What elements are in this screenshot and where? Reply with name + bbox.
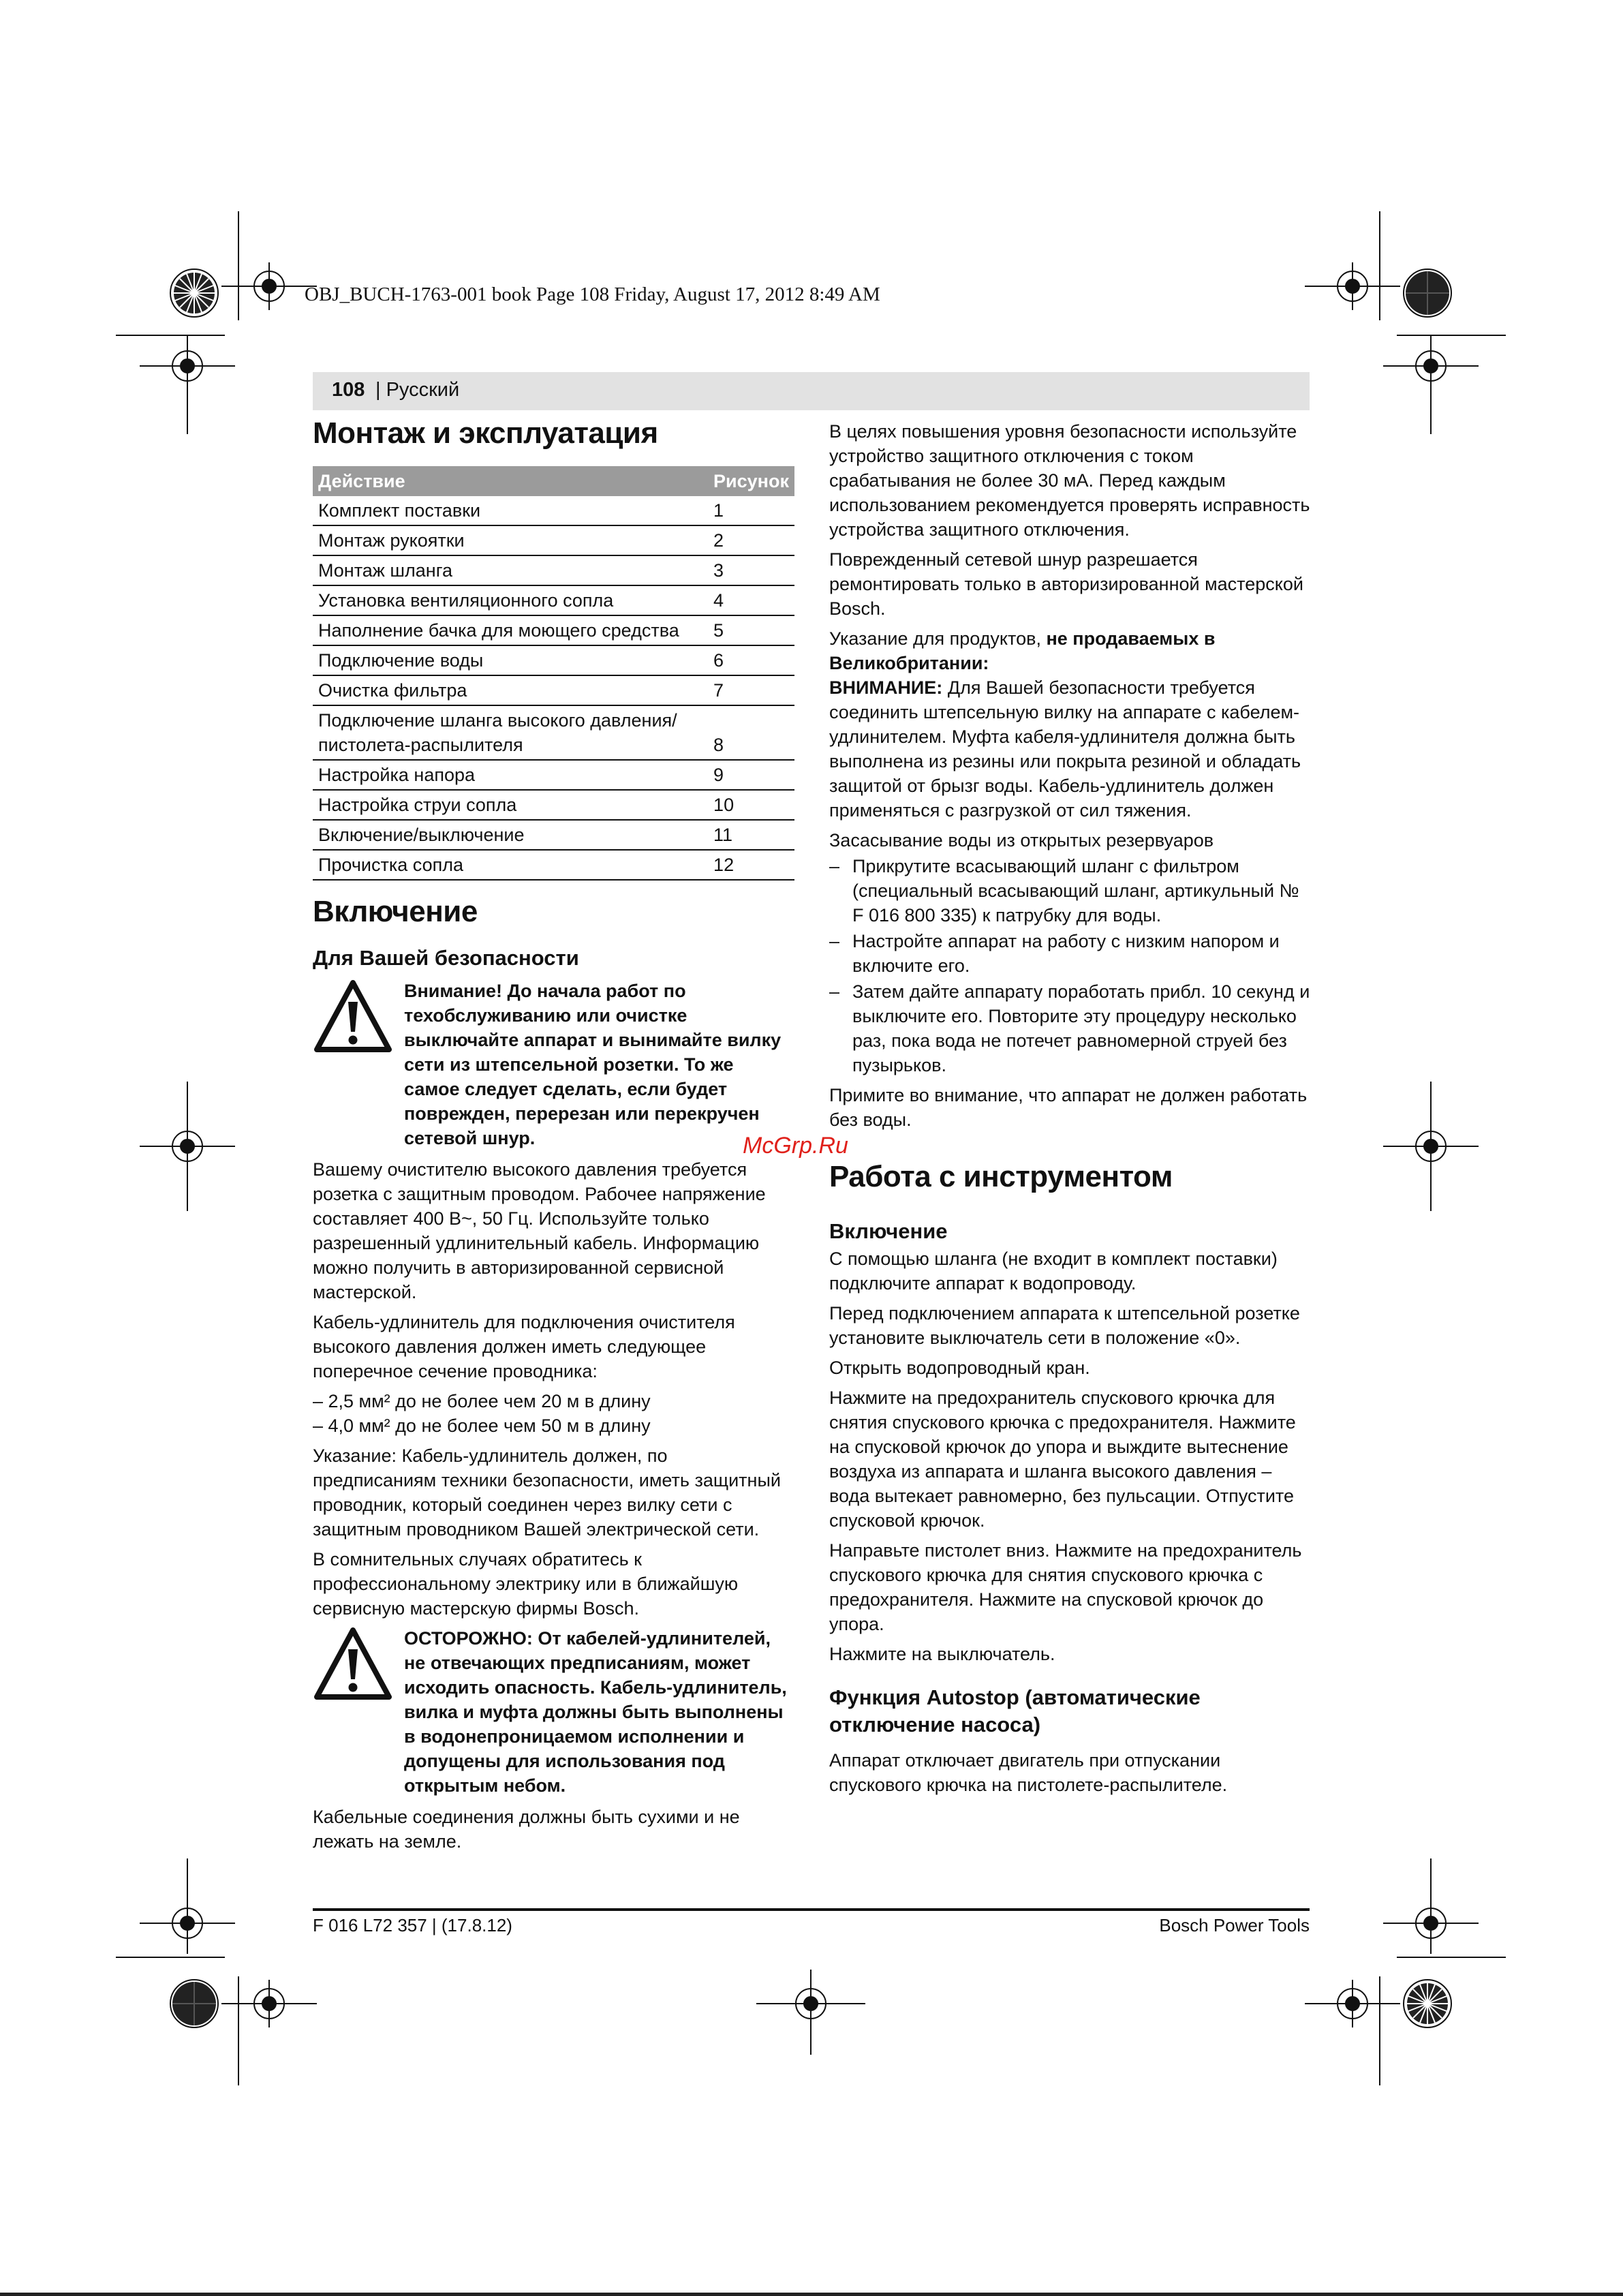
page-bottom-edge: [0, 2293, 1623, 2296]
paragraph: Нажмите на выключатель.: [829, 1644, 1055, 1664]
assembly-table: [313, 466, 794, 881]
cable-spec: – 4,0 мм² до не более чем 50 м в длину: [313, 1415, 651, 1436]
paragraph: С помощью шланга (не входит в комплект поставки) подключите аппарат к водопроводу.: [829, 1249, 1278, 1294]
paragraph: Вашему очистителю высокого давления требуется розетка с защитным проводом. Рабочее напряжение составляет 400 В~, 50 Гц. Используйте только разрешенный удлинительный кабель. Информацию можно получить в авторизированной сервисной мастерской.: [313, 1159, 766, 1302]
table-row: [313, 585, 794, 615]
warning-triangle-icon: [313, 979, 393, 1054]
table-cell: Подключение воды: [313, 645, 708, 675]
crosshair-icon: [1383, 335, 1479, 434]
list-item: – Прикрутите всасывающий шланг с фильтром (специальный всасывающий шланг, артикульный № F 016 800 335) к патрубку для воды.: [829, 854, 1310, 928]
crosshair-icon: [1305, 1980, 1400, 2027]
table-cell: Прочистка сопла: [313, 850, 708, 880]
table-row: [313, 496, 794, 525]
crosshair-icon: [140, 1082, 235, 1211]
table-cell: Настройка напора: [313, 760, 708, 790]
table-cell: Настройка струи сопла: [313, 790, 708, 820]
warning-text: ОСТОРОЖНО: От кабелей-удлинителей, не отвечающих предписаниям, может исходить опасность. Кабель-удлинитель, вилка и муфта должны быть выполнены в водонепроницаемом исполнении и допущены для использования под открытым небом.: [404, 1628, 787, 1796]
right-column: [829, 419, 1310, 1803]
table-row: [313, 555, 794, 585]
table-row: [313, 760, 794, 790]
attention-text: Для Вашей безопасности требуется соединить штепсельную вилку на аппарате с кабелем-удлинителем. Муфта кабеля-удлинителя должна быть выполнена из резины или покрыта резиной и обладать защитой от брызг воды. Кабель-удлинитель должен применяться с разгрузкой от сил тяжения.: [829, 677, 1301, 821]
paragraph: Перед подключением аппарата к штепсельной розетке установите выключатель сети в положение «0».: [829, 1303, 1300, 1348]
footer-rule: [313, 1908, 1310, 1911]
left-column: [313, 416, 790, 1859]
warning-text: Внимание! До начала работ по техобслуживанию или очистке выключайте аппарат и вынимайте вилку сети из штепсельной розетки. То же самое следует сделать, если будет поврежден, перерезан или перекручен сетевой шнур.: [404, 981, 782, 1148]
page-header-bar: [313, 372, 1310, 410]
table-cell: 10: [708, 790, 794, 820]
paragraph: Примите во внимание, что аппарат не должен работать без воды.: [829, 1085, 1308, 1130]
table-cell: Установка вентиляционного сопла: [313, 585, 708, 615]
registration-star-icon: [170, 269, 218, 317]
crosshair-icon: [1383, 1858, 1479, 1954]
crosshair-icon: [1383, 1082, 1479, 1211]
table-cell: Наполнение бачка для моющего средства: [313, 615, 708, 645]
registration-star-icon: [170, 1980, 218, 2027]
table-row: [313, 850, 794, 880]
table-row: [313, 525, 794, 555]
table-row: [313, 675, 794, 705]
instruction-list: [829, 854, 1310, 1077]
table-header-figure: Рисунок: [708, 466, 794, 496]
note-text: Указание для продуктов,: [829, 628, 1047, 649]
paragraph: Кабельные соединения должны быть сухими и не лежать на земле.: [313, 1807, 740, 1852]
attention-label: ВНИМАНИЕ:: [829, 677, 943, 698]
crosshair-icon: [756, 1970, 865, 2055]
table-cell: Подключение шланга высокого давления/ пистолета-распылителя: [313, 705, 708, 760]
crosshair-icon: [221, 1980, 317, 2027]
table-cell: Включение/выключение: [313, 820, 708, 850]
crosshair-icon: [221, 262, 317, 310]
subsection-title-autostop: Функция Autostop (автоматические отключение насоса): [829, 1685, 1201, 1736]
paragraph: Аппарат отключает двигатель при отпускании спускового крючка на пистолете-распылителе.: [829, 1750, 1228, 1795]
crosshair-icon: [140, 335, 235, 434]
table-cell: 7: [708, 675, 794, 705]
language-label: | Русский: [375, 379, 460, 401]
crosshair-icon: [140, 1858, 235, 1954]
footer-doc-code: F 016 L72 357 | (17.8.12): [313, 1915, 512, 1935]
paragraph: Направьте пистолет вниз. Нажмите на предохранитель спускового крючка для снятия спускового крючка с предохранителя. Нажмите на спусковой крючок до упора.: [829, 1540, 1302, 1634]
crosshair-icon: [1305, 262, 1400, 310]
subsection-title-safety: Для Вашей безопасности: [313, 946, 579, 970]
footer-brand: Bosch Power Tools: [1159, 1915, 1310, 1935]
table-header-action: Действие: [313, 466, 708, 496]
paragraph: Нажмите на предохранитель спускового крючка для снятия спускового крючка с предохранителя. Нажмите на спусковой крючок до упора и выждите вытеснение воздуха из аппарата и шланга высокого давления – вода вытекает равномерно, без пульсации. Отпустите спусковой крючок.: [829, 1388, 1296, 1531]
table-cell: 9: [708, 760, 794, 790]
section-title-operation: Работа с инструментом: [829, 1160, 1173, 1193]
table-cell: 3: [708, 555, 794, 585]
paragraph: В целях повышения уровня безопасности используйте устройство защитного отключения с током срабатывания не более 30 мА. Перед каждым использованием рекомендуется проверять исправность устройства защитного отключения.: [829, 421, 1310, 540]
table-row: [313, 615, 794, 645]
paragraph: В сомнительных случаях обратитесь к профессиональному электрику или в ближайшую сервисную мастерскую фирмы Bosch.: [313, 1549, 739, 1619]
cable-spec: – 2,5 мм² до не более чем 20 м в длину: [313, 1391, 651, 1411]
paragraph: Открыть водопроводный кран.: [829, 1358, 1090, 1378]
list-item: – Настройте аппарат на работу с низким напором и включите его.: [829, 929, 1310, 978]
table-row: [313, 820, 794, 850]
table-cell: 11: [708, 820, 794, 850]
table-cell: Монтаж рукоятки: [313, 525, 708, 555]
table-cell: 6: [708, 645, 794, 675]
table-cell: 5: [708, 615, 794, 645]
page-number: 108: [332, 379, 365, 401]
warning-block: [313, 1626, 790, 1798]
subsection-title-start: Включение: [829, 1219, 948, 1243]
table-row: [313, 705, 794, 760]
paragraph: [829, 626, 1310, 675]
paragraph: [829, 675, 1310, 823]
paragraph: Кабель-удлинитель для подключения очистителя высокого давления должен иметь следующее поперечное сечение проводника:: [313, 1312, 735, 1381]
watermark: McGrp.Ru: [743, 1133, 848, 1159]
table-cell: 1: [708, 496, 794, 525]
warning-triangle-icon: [313, 1626, 393, 1701]
paragraph: Поврежденный сетевой шнур разрешается ремонтировать только в авторизированной мастерской Bosch.: [829, 549, 1303, 619]
table-cell: Комплект поставки: [313, 496, 708, 525]
section-title-start: Включение: [313, 895, 478, 928]
table-row: [313, 645, 794, 675]
paragraph: Засасывание воды из открытых резервуаров: [829, 830, 1214, 851]
table-cell: 8: [708, 705, 794, 760]
table-cell: Монтаж шланга: [313, 555, 708, 585]
section-title-assembly: Монтаж и эксплуатация: [313, 416, 658, 450]
warning-block: [313, 979, 790, 1150]
registration-star-icon: [1404, 1980, 1451, 2027]
note-bold-text: не продаваемых в Великобритании:: [829, 628, 1216, 673]
table-row: [313, 790, 794, 820]
list-item: – Затем дайте аппарату поработать прибл. 10 секунд и выключите его. Повторите эту процедуру несколько раз, пока вода не потечет равномерной струей без пузырьков.: [829, 979, 1310, 1077]
print-header: OBJ_BUCH-1763-001 book Page 108 Friday, August 17, 2012 8:49 AM: [305, 284, 880, 305]
table-cell: 4: [708, 585, 794, 615]
table-cell: 12: [708, 850, 794, 880]
paragraph: Указание: Кабель-удлинитель должен, по предписаниям техники безопасности, иметь защитный проводник, который соединен через вилку сети с защитным проводником Вашей электрической сети.: [313, 1445, 781, 1540]
registration-star-icon: [1404, 269, 1451, 317]
table-cell: 2: [708, 525, 794, 555]
table-cell: Очистка фильтра: [313, 675, 708, 705]
